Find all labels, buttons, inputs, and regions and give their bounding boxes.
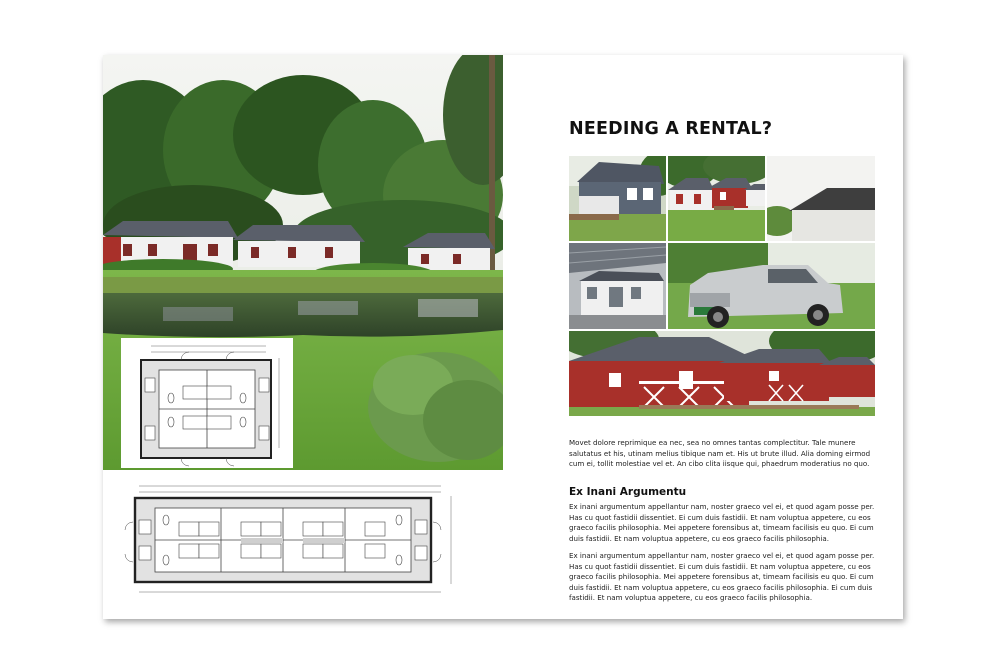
white-cabin-photo	[767, 156, 875, 241]
intro-paragraph: Movet dolore reprimique ea nec, sea no omnes tantas complectitur. Tale munere salutatus et his, utinam melius tibique nam et. His ut brute illud. Alia doming eirmod cum ei, tollit molestiae vel et. An cibo clita iisque qui, phaedrum moderatius no quo.	[569, 438, 871, 469]
pickup-truck-photo	[668, 243, 875, 329]
left-page	[103, 55, 503, 619]
section-subheading: Ex Inani Argumentu	[569, 486, 687, 498]
cabin-floor-plan-large	[121, 480, 461, 600]
cabin-row-photo	[668, 156, 765, 241]
cabin-porch-photo	[569, 156, 666, 241]
brochure-spread	[103, 55, 903, 619]
red-cabins-photo	[569, 331, 875, 416]
cabin-interior-photo	[569, 243, 666, 329]
body-paragraph-1: Ex inani argumentum appellantur nam, noster graeco vel ei, et quod agam posse per. Has cu quot fastidii dissentiet. Ei cum duis fastidii. Et nam voluptua appetere, cu eos graeco facilis philosophia. Mei appetere forensibus at, timeam facilisis eu quo. Ei cum duis fastidii. Et nam voluptua appetere, cu eos graeco facilis philosophia.	[569, 502, 875, 543]
body-paragraph-2: Ex inani argumentum appellantur nam, noster graeco vel ei, et quod agam posse per. Has cu quot fastidii dissentiet. Ei cum duis fastidii. Et nam voluptua appetere, cu eos graeco facilis philosophia. Mei appetere forensibus at, timeam facilisis eu quo. Ei cum duis fastidii. Et nam voluptua appetere, cu eos graeco facilis philosophia. Ei cum duis fastidii. Et nam voluptua appetere, cu eos graeco facilis philosophia.	[569, 551, 875, 603]
page-heading: NEEDING A RENTAL?	[569, 119, 773, 139]
right-page	[503, 55, 903, 619]
photo-grid	[569, 156, 875, 416]
cabin-floor-plan-small	[121, 338, 293, 468]
